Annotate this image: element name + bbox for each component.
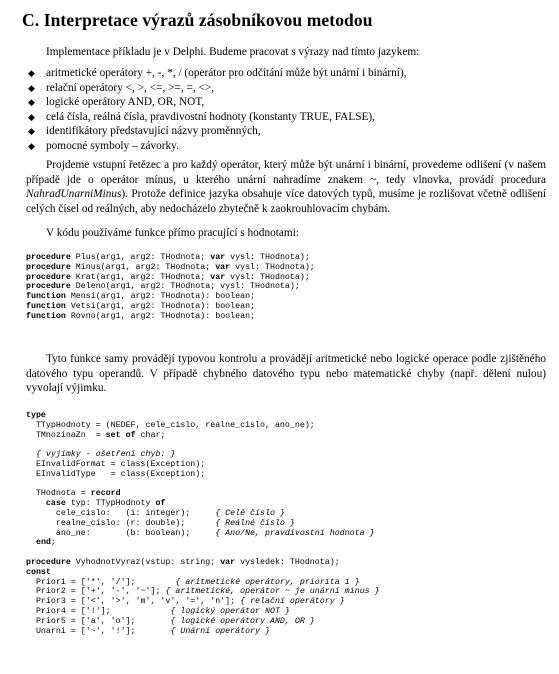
code-line: Prior4 = ['!']; { logický operátor NOT } [26, 606, 290, 616]
intro-paragraph: Implementace příkladu je v Delphi. Budeme pracovat s výrazy nad tímto jazykem: [46, 46, 420, 58]
code-line: Prior2 = ['+', '-', '~']; { aritmetické, operátor ~ je unární minus } [26, 587, 380, 597]
code-line [26, 548, 380, 558]
code-line: procedure VyhodnotVyraz(vstup: string; var vysledek: THodnota); [26, 557, 340, 567]
list-item: ◆ aritmetické operátory +, -, *, / (operátor pro odčítání může být unární i binární), [28, 67, 407, 79]
code-line: procedure Plus(arg1, arg2: THodnota; var vysl: THodnota); [26, 253, 310, 262]
code-line: function Mensi(arg1, arg2: THodnota): boolean; [26, 292, 256, 302]
code-line: cele_cislo: (i: integer); { Celé číslo } [26, 508, 285, 518]
bullet-icon: ◆ [28, 97, 35, 108]
code-line: case typ: TTypHodnoty of [45, 499, 166, 509]
code-line: type [26, 411, 46, 420]
list-item: ◆ identifikátory představující názvy proměnných, [28, 125, 261, 138]
list-item: ◆ relační operátory <, >, <=, >=, =, <>, [28, 81, 215, 94]
code-line: TTypHodnoty = (NEDEF, cele_cislo, realne_cislo, ano_ne); [26, 420, 315, 430]
section-heading: C. Interpretace výrazů zásobníkovou metodou [22, 10, 373, 30]
bullet-icon: ◆ [28, 82, 35, 93]
code-line: procedure Minus(arg1, arg2: THodnota; var vysl: THodnota); [26, 262, 315, 272]
list-item: ◆ logické operátory AND, OR, NOT, [28, 96, 205, 109]
code-line: Prior1 = ['*', '/']; { aritmetické operátory, priorita 1 } [26, 577, 360, 587]
code-block-types [26, 411, 380, 636]
code-line: procedure Krat(arg1, arg2: THodnota; var vysl: THodnota); [26, 272, 310, 282]
code-line: procedure Deleno(arg1, arg2: THodnota; vysl: THodnota); [26, 282, 300, 292]
code-line: ano_ne: (b: boolean); { Ano/Ne, pravdivostní hodnota } [26, 528, 375, 538]
code-line: end; [35, 538, 56, 548]
algorithm-paragraph: Projdeme vstupní řetězec a pro každý operátor, který může být unární i binární, provedeme odlišení (v našem případě jde o operátor mínus, u kterého unární nahradíme znakem ~, tedy vlnovka, provádí procedura NahradUnarniMinus). Protože definice jazyka obsahuje více datových typů, musíme je rozlišovat včetně odlišení celých čísel od reálných, aby nedocházelo zbytečně k zaokrouhlovacím chybám. [26, 159, 546, 215]
code-line: Prior3 = ['<', '>', 'm', 'v', '=', 'n']; { relační operátory } [26, 597, 345, 607]
code-line: const [26, 567, 51, 577]
bullet-icon: ◆ [28, 126, 35, 137]
code-line [26, 440, 380, 450]
code-line: THodnota = record [26, 489, 121, 499]
bullet-icon: ◆ [28, 140, 35, 151]
bullet-icon: ◆ [28, 111, 35, 122]
code-line: function Vetsi(arg1, arg2: THodnota): boolean; [26, 301, 256, 311]
operator-list [26, 66, 407, 154]
procedure-name: NahradUnarniMinus [26, 188, 122, 201]
type-check-paragraph: Tyto funkce samy provádějí typovou kontrolu a provádějí aritmetické nebo logické operace podle zjištěného datového typu operandů. V případě chybného datového typu nebo matematické chyby (např. dělení nulou) vyvolají výjimku. [26, 353, 546, 395]
code-line: { vyjímky - ošetření chyb: } [26, 450, 176, 460]
list-item: ◆ pomocné symboly – závorky. [28, 139, 179, 152]
code-line: EInvalidFormat = class(Exception); [26, 459, 206, 469]
code-line: TMnozinaZn = set of char; [26, 430, 166, 440]
code-line: EInvalidType = class(Exception); [26, 469, 206, 479]
functions-intro: V kódu používáme funkce přímo pracující s hodnotami: [46, 227, 299, 239]
code-line: function Rovno(arg1, arg2: THodnota): boolean; [26, 311, 256, 321]
code-line: Unarni = ['~', '!']; { Unární operátory } [26, 626, 270, 636]
bullet-icon: ◆ [28, 68, 35, 78]
code-block-functions [26, 253, 315, 322]
list-item: ◆ celá čísla, reálná čísla, pravdivostní hodnoty (konstanty TRUE, FALSE), [28, 110, 376, 123]
code-line: Prior5 = ['a', 'o']; { logické operátory AND, OR } [26, 616, 315, 626]
code-line: realne_cislo: (r: double); { Reálné číslo } [26, 518, 295, 528]
code-line [26, 480, 380, 490]
